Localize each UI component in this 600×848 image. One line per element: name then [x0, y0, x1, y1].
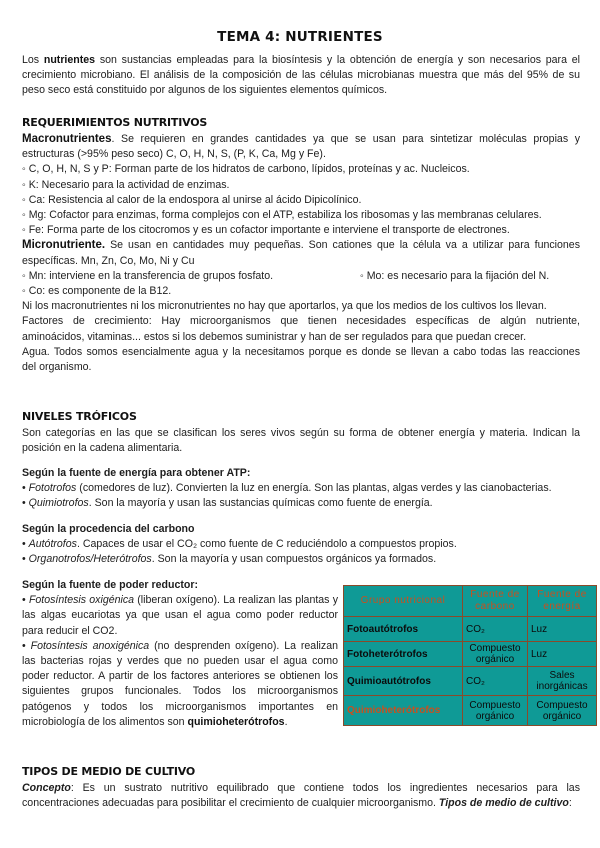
micro-item-mo: ◦ Mo: es necesario para la fijación del N. — [360, 269, 550, 282]
table-row — [344, 696, 597, 726]
anoxigenica-paragraph: • Fotosíntesis anoxigénica (no desprenden oxígeno). La realizan las bacterias rojas y verdes que no pueden usar el agua como poder reductor. A partir de los factores anteriores se obtienen los siguientes grupos funcionales. Todos los microorganismos patógenos y todos los microorganismos importantes en microbiología de los alimentos son quimioheterótrofos. — [22, 639, 338, 728]
table-cell-energia: Luz — [528, 642, 597, 667]
carbono-item: • Organotrofos/Heterótrofos. Son la mayoría y usan compuestos orgánicos ya formados. — [22, 553, 437, 566]
niveles-intro-line-2: posición en la cadena alimentaria. — [22, 442, 183, 455]
table-cell-carbono: Compuesto orgánico — [463, 696, 528, 726]
table-cell-energia: Compuesto orgánico — [528, 696, 597, 726]
table-header: Grupo nutricional — [344, 586, 463, 617]
agua-line-1: Agua. Todos somos esencialmente agua y la necesitamos porque es donde se llevan a cabo todas las reacciones — [22, 345, 580, 358]
macro-line-1: Macronutrientes. Se requieren en grandes cantidades ya que se usan para sintetizar moléculas propias y — [22, 133, 580, 145]
table-cell-grupo: Fotoheterótrofos — [344, 642, 463, 667]
reductor-block — [22, 578, 338, 730]
term-macronutrientes: Macronutrientes — [22, 133, 112, 145]
carbono-block — [22, 522, 580, 568]
intro-line-2: crecimiento microbiano. El análisis de la composición de las células microbianas muestra que más del 95% de su — [22, 69, 580, 82]
micro-items-row — [22, 269, 580, 284]
macronutrientes-block — [22, 132, 580, 375]
grupos-nutricionales-table — [343, 585, 597, 726]
factores-line-2: aminoácidos, vitaminas... estos si los debemos suministrar y han de ser regulados para que puedan crecer. — [22, 330, 527, 343]
medios-line-2: concentraciones adecuadas para posibilitar el crecimiento de cualquier microorganismo. Tipos de medio de cultivo: — [22, 797, 572, 810]
table-cell-grupo-highlight: Quimioheterótrofos — [344, 696, 463, 726]
table-cell-carbono: Compuesto orgánico — [463, 642, 528, 667]
section-heading-niveles: NIVELES TRÓFICOS — [22, 410, 137, 423]
oxigenica-paragraph: • Fotosíntesis oxigénica (liberan oxígeno). La realizan las plantas y las algas eucariotas ya que usan el agua como poder reductor para reducir el CO2. — [22, 594, 338, 637]
table-header: Fuente de energía — [528, 586, 597, 617]
micro-line-2: específicas. Mn, Zn, Co, Mo, Ni y Cu — [22, 254, 195, 267]
macro-line-2: estructuras (>95% peso seco) C, O, H, N, S, (P, K, Ca, Mg y Fe). — [22, 148, 326, 161]
factores-line-1: Factores de crecimiento: Hay microorganismos que tienen necesidades específicas de algún nutriente, — [22, 315, 580, 328]
intro-line-3: peso seco está constituido por algunos de los siguientes elementos químicos. — [22, 84, 388, 97]
table-cell-energia: Luz — [528, 617, 597, 642]
carbono-item: • Autótrofos. Capaces de usar el CO₂ como fuente de C reduciéndolo a compuestos propios. — [22, 538, 457, 551]
table-cell-grupo: Fotoautótrofos — [344, 617, 463, 642]
section-heading-requerimientos: REQUERIMIENTOS NUTRITIVOS — [22, 116, 208, 129]
macro-item: ◦ Fe: Forma parte de los citocromos y es un cofactor importante e interviene el transporte de electrones. — [22, 224, 510, 237]
energia-item: • Fototrofos (comedores de luz). Convierten la luz en energía. Son las plantas, algas verdes y las cianobacterias. — [22, 482, 552, 495]
table-cell-grupo: Quimioautótrofos — [344, 667, 463, 696]
medios-paragraph — [22, 781, 580, 811]
section-heading-medios: TIPOS DE MEDIO DE CULTIVO — [22, 765, 196, 778]
energia-block — [22, 466, 580, 512]
page-title: TEMA 4: NUTRIENTES — [217, 29, 383, 45]
table-header: Fuente de carbono — [463, 586, 528, 617]
micro-item-co: ◦ Co: es componente de la B12. — [22, 285, 172, 298]
table-row — [344, 667, 597, 696]
niveles-intro — [22, 426, 580, 456]
niveles-intro-line-1: Son categorías en las que se clasifican los seres vivos según su forma de obtener energía y materia. Indican la — [22, 427, 580, 439]
macro-item: ◦ Ca: Resistencia al calor de la endospora al unirse al ácido Dipicolínico. — [22, 193, 362, 206]
micro-line-1: Micronutriente. Se usan en cantidades muy pequeñas. Son cationes que la célula va a utilizar para funciones — [22, 239, 580, 252]
reductor-heading: Según la fuente de poder reductor: — [22, 579, 198, 591]
carbono-heading: Según la procedencia del carbono — [22, 523, 195, 535]
macro-item: ◦ Mg: Cofactor para enzimas, forma complejos con el ATP, estabiliza los ribosomas y las membranas celulares. — [22, 209, 542, 222]
micro-item-mn: ◦ Mn: interviene en la transferencia de grupos fosfato. — [22, 269, 274, 282]
term-nutrientes: nutrientes — [43, 54, 96, 66]
term-micronutriente: Micronutriente. — [22, 239, 106, 252]
macro-item: ◦ K: Necesario para la actividad de enzimas. — [22, 178, 230, 191]
table-cell-energia: Sales inorgánicas — [528, 667, 597, 696]
energia-heading: Según la fuente de energía para obtener ATP: — [22, 467, 251, 479]
intro-line-1: Los nutrientes son sustancias empleadas para la biosíntesis y la obtención de energía y son necesarios para el — [22, 54, 580, 66]
note-line: Ni los macronutrientes ni los micronutrientes no hay que aportarlos, ya que los medios de los cultivos los llevan. — [22, 300, 547, 313]
medios-line-1: Concepto: Es un sustrato nutritivo equilibrado que contiene todos los ingredientes necesarios para las — [22, 782, 580, 794]
table-header-row — [344, 586, 597, 617]
table-row — [344, 617, 597, 642]
table-cell-carbono: CO₂ — [463, 617, 528, 642]
agua-line-2: del organismo. — [22, 361, 92, 374]
intro-paragraph — [22, 53, 580, 99]
table-cell-carbono: CO₂ — [463, 667, 528, 696]
macro-item: ◦ C, O, H, N, S y P: Forman parte de los hidratos de carbono, lípidos, proteínas y ac. Nucleicos. — [22, 163, 470, 176]
table-row — [344, 642, 597, 667]
energia-item: • Quimiotrofos. Son la mayoría y usan las sustancias químicas como fuente de energía. — [22, 497, 433, 510]
